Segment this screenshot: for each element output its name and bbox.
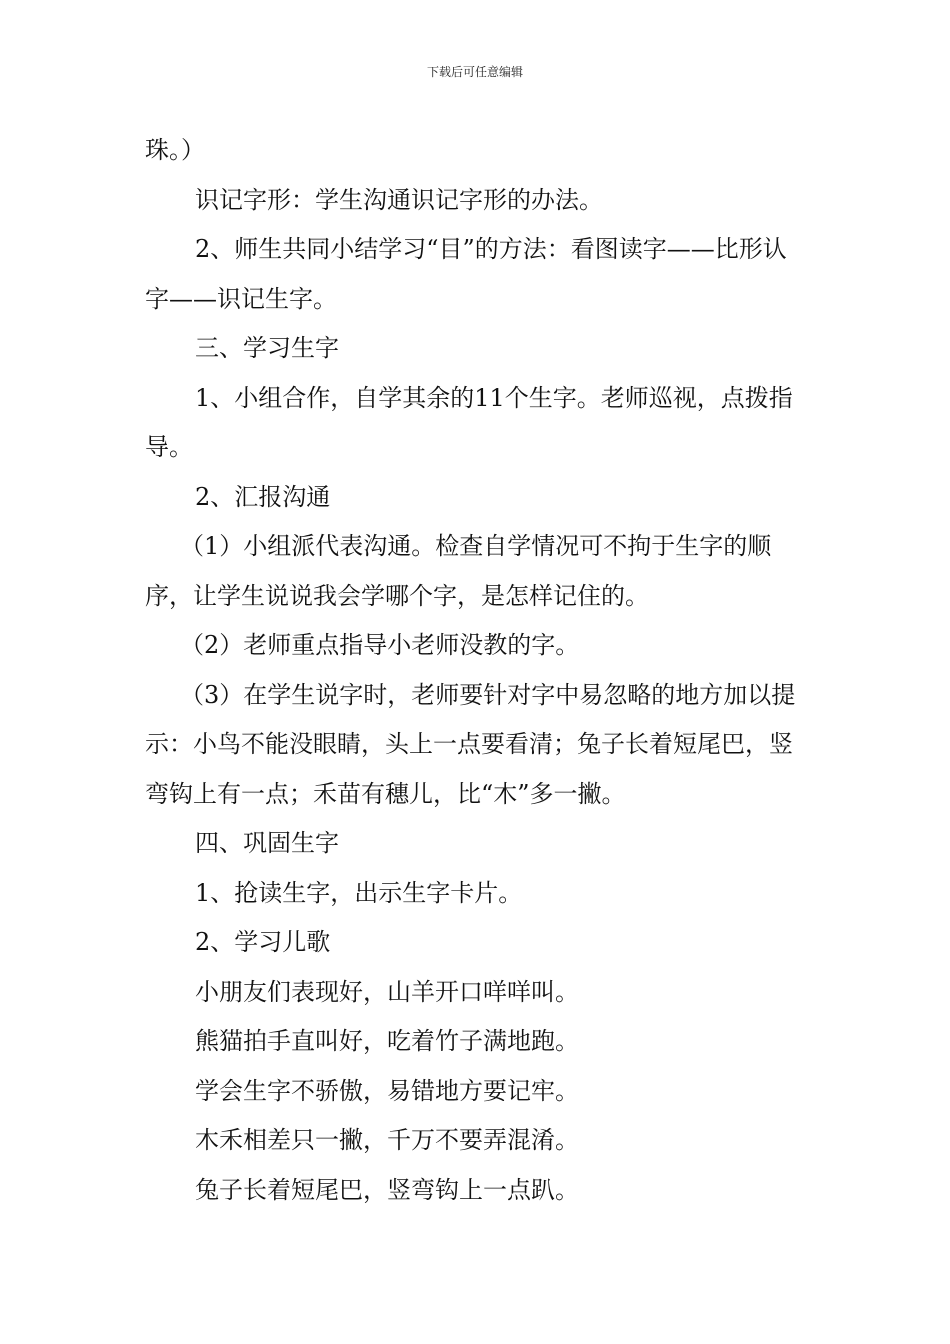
paragraph: （2）老师重点指导小老师没教的字。 bbox=[180, 631, 580, 659]
paragraph: （1）小组派代表沟通。检查自学情况可不拘于生字的顺序，让学生说说我会学哪个字，是怎样记住的。 bbox=[145, 532, 772, 610]
section-heading: 三、学习生字 bbox=[195, 334, 339, 362]
page-header: 下载后可任意编辑 bbox=[426, 65, 523, 79]
paragraph: 珠。） bbox=[145, 136, 205, 164]
rhyme-line: 熊猫拍手直叫好，吃着竹子满地跑。 bbox=[195, 1027, 579, 1055]
paragraph: 2、学习儿歌 bbox=[195, 928, 331, 956]
paragraph: （3）在学生说字时，老师要针对字中易忽略的地方加以提示：小鸟不能没眼睛，头上一点要看清；兔子长着短尾巴，竖弯钩上有一点；禾苗有穗儿，比“木”多一撇。 bbox=[145, 680, 796, 808]
paragraph: 1、抢读生字，出示生字卡片。 bbox=[195, 878, 523, 907]
document-body bbox=[145, 126, 810, 1215]
paragraph: 识记字形：学生沟通识记字形的办法。 bbox=[195, 185, 603, 214]
rhyme-line: 学会生字不骄傲，易错地方要记牢。 bbox=[195, 1076, 579, 1105]
rhyme-line: 兔子长着短尾巴，竖弯钩上一点趴。 bbox=[195, 1175, 579, 1204]
rhyme-line: 木禾相差只一撇，千万不要弄混淆。 bbox=[195, 1126, 579, 1154]
paragraph: 1、小组合作，自学其余的11个生字。老师巡视，点拨指导。 bbox=[145, 383, 793, 461]
paragraph: 2、汇报沟通 bbox=[195, 482, 331, 511]
section-heading: 四、巩固生字 bbox=[195, 829, 339, 857]
rhyme-line: 小朋友们表现好，山羊开口咩咩叫。 bbox=[195, 977, 579, 1006]
paragraph: 2、师生共同小结学习“目”的方法：看图读字——比形认字——识记生字。 bbox=[145, 235, 787, 313]
